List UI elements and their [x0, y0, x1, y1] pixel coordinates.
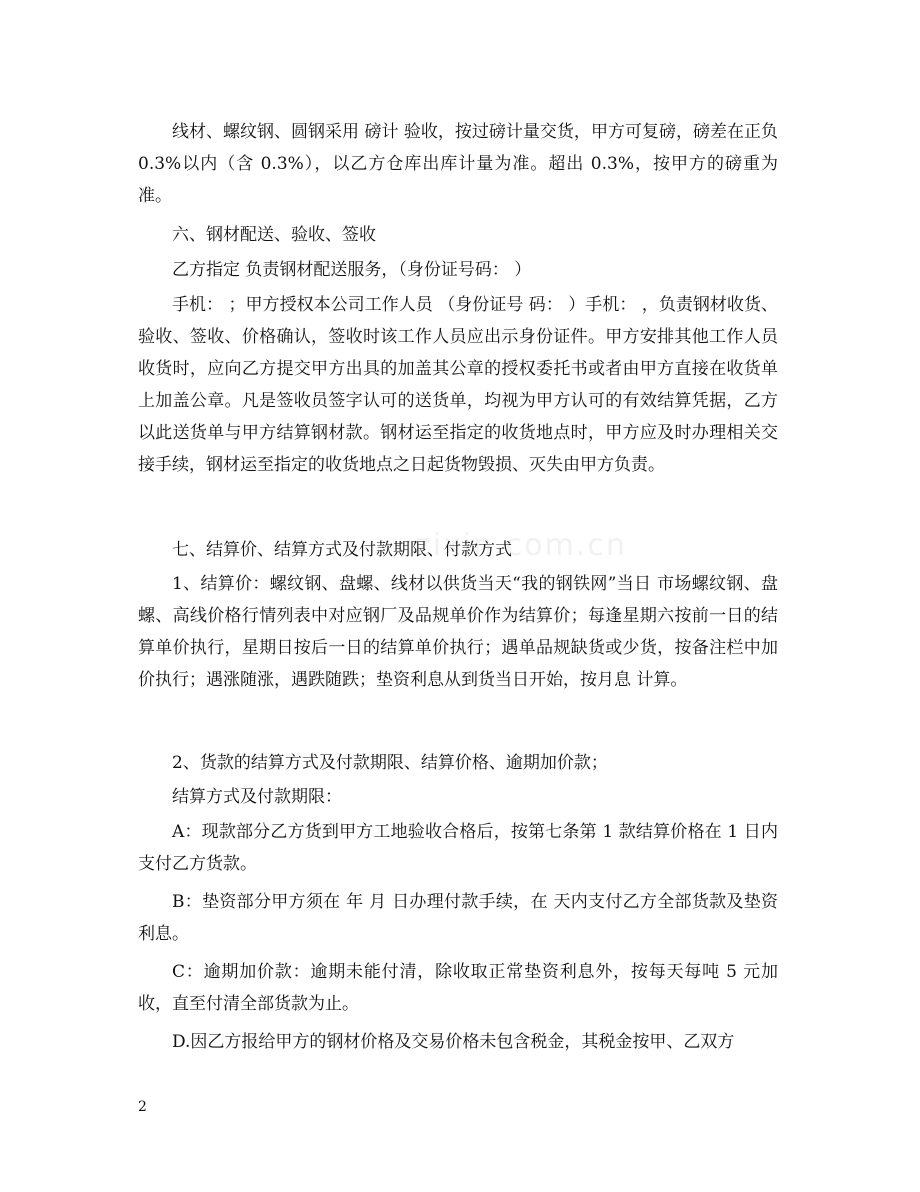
- paragraph-payment-terms: 2、货款的结算方式及付款期限、结算价格、逾期加价款；: [172, 753, 608, 773]
- paragraph-settlement-price: 1、结算价：螺纹钢、盘螺、线材以供货当天“我的钢铁网”当日 市场螺纹钢、盘螺、高线价格行情列表中对应钢厂及品规单价作为结算价；每逢星期六按前一日的结算单价执行，星期日按后一日的结算单价执行；遇单品规缺货或少货，按备注栏中加价执行；遇涨随涨，遇跌随跌；垫资利息从到货当日开始，按月息 计算。: [138, 574, 778, 690]
- paragraph-item-d: D.因乙方报给甲方的钢材价格及交易价格未包含税金，其税金按甲、乙双方: [172, 1032, 735, 1052]
- paragraph-item-b: B：垫资部分甲方须在 年 月 日办理付款手续，在 天内支付乙方全部货款及垫资利息。: [138, 892, 778, 944]
- section-heading-settlement: 七、结算价、结算方式及付款期限、付款方式: [172, 540, 512, 560]
- paragraph-weighing: 线材、螺纹钢、圆钢采用 磅计 验收，按过磅计量交货，甲方可复磅，磅差在正负 0.3%以内（含 0.3%），以乙方仓库出库计量为准。超出 0.3%，按甲方的磅重为准。: [138, 122, 778, 206]
- watermark: zixin.com.cn: [415, 528, 627, 563]
- paragraph-payment-method-heading: 结算方式及付款期限：: [172, 787, 342, 807]
- paragraph-item-a: A：现款部分乙方货到甲方工地验收合格后，按第七条第 1 款结算价格在 1 日内支付乙方货款。: [138, 822, 778, 874]
- page-number: 2: [138, 1099, 147, 1115]
- paragraph-receiving: 手机： ；甲方授权本公司工作人员 （身份证号 码： ）手机： ，负责钢材收货、验收、签收、价格确认，签收时该工作人员应出示身份证件。甲方安排其他工作人员收货时，应向乙方提交甲方出具的加盖其公章的授权委托书或者由甲方直接在收货单上加盖公章。凡是签收员签字认可的送货单，均视为甲方认可的有效结算凭据，乙方以此送货单与甲方结算钢材款。钢材运至指定的收货地点时，甲方应及时办理相关交接手续，钢材运至指定的收货地点之日起货物毁损、灭失由甲方负责。: [138, 295, 778, 475]
- section-heading-delivery: 六、钢材配送、验收、签收: [172, 225, 376, 245]
- paragraph-delivery-agent: 乙方指定 负责钢材配送服务，（身份证号码： ）: [172, 260, 532, 280]
- paragraph-item-c: C：逾期加价款：逾期未能付清，除收取正常垫资利息外，按每天每吨 5 元加收，直至付清全部货款为止。: [138, 962, 778, 1014]
